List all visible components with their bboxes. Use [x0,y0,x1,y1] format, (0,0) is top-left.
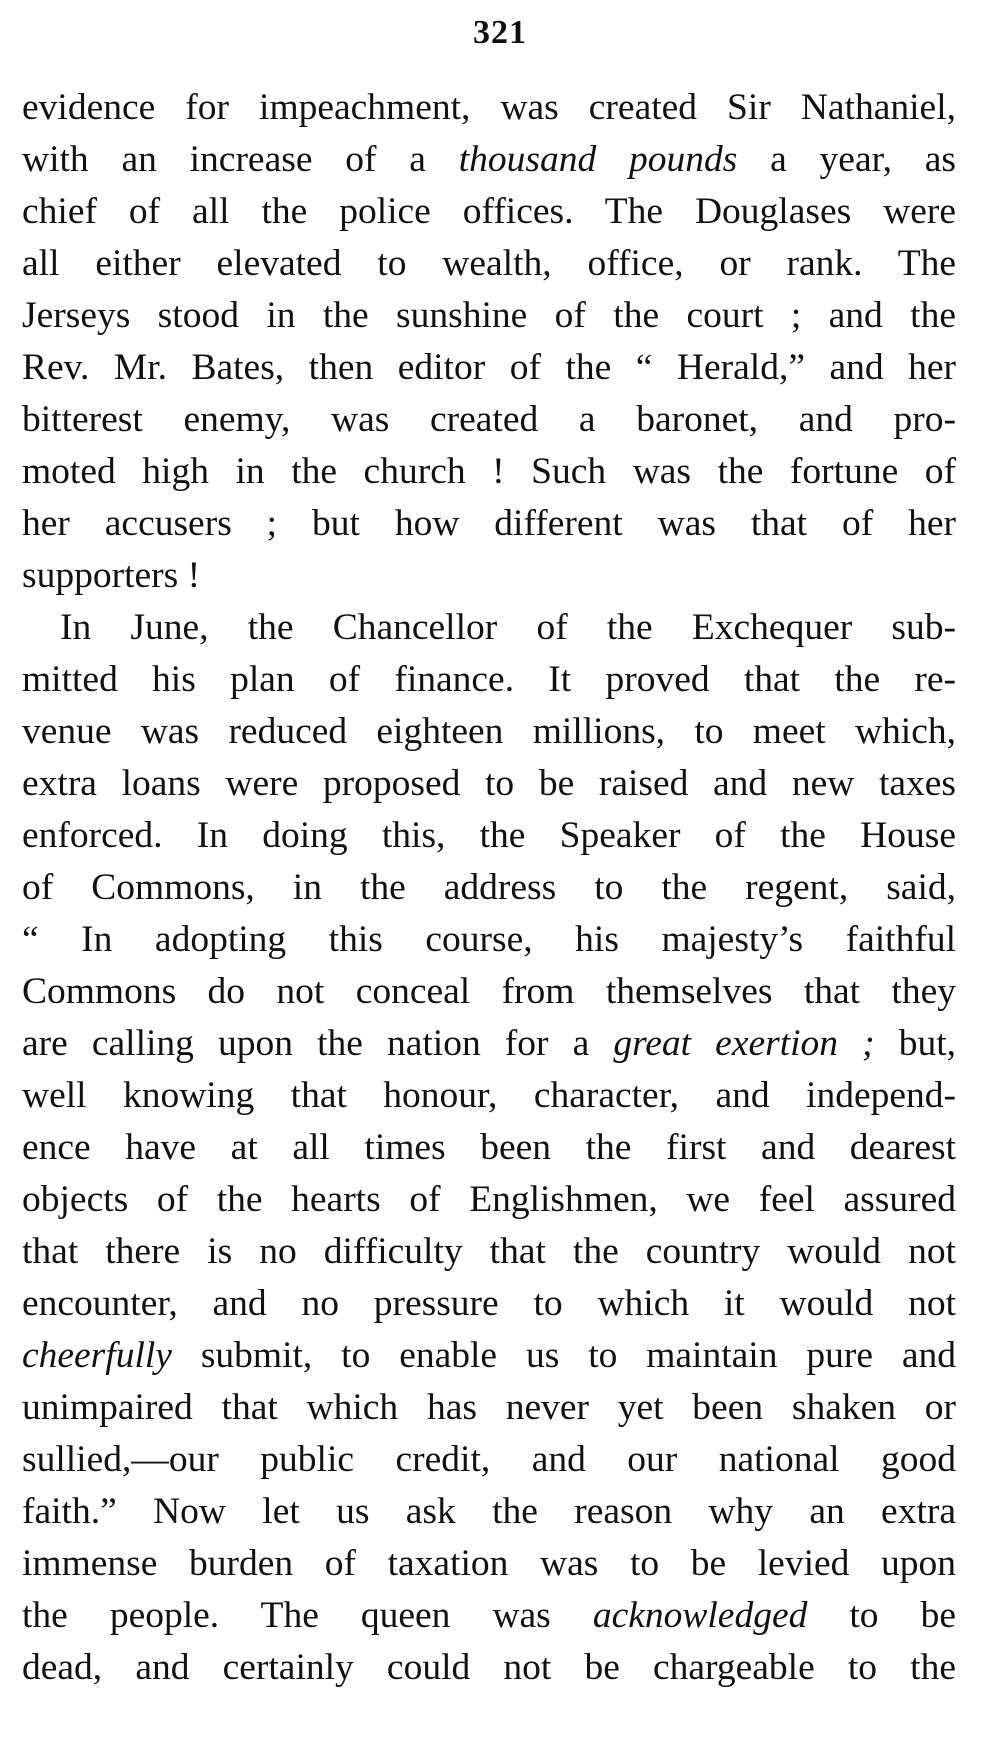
text-line [22,1590,956,1642]
text-span: immense burden of taxation was to be levied upon [22,1543,956,1584]
page-number: 321 [473,14,527,51]
text-line [22,446,956,498]
text-span: mitted his plan of finance. It proved that the re- [22,659,956,700]
text-span: submit, to enable us to maintain pure and [171,1335,956,1376]
text-span: extra loans were proposed to be raised and new taxes [22,763,956,804]
text-span: her accusers ; but how different was that of her [22,503,956,544]
text-span: unimpaired that which has never yet been shaken or [22,1387,956,1428]
text-line [22,1226,956,1278]
text-span: dead, and certainly could not be chargeable to the [22,1647,956,1688]
text-span: the people. The queen was [22,1595,593,1636]
text-line [22,706,956,758]
text-span: sullied,—our public credit, and our national good [22,1439,956,1480]
italic-text: thousand pounds [458,139,738,180]
text-line [22,186,956,238]
text-span: with an increase of a [22,139,459,180]
text-line [22,1642,956,1694]
text-span: faith.” Now let us ask the reason why an extra [22,1491,956,1532]
italic-text: acknowledged [592,1595,808,1636]
body-text [22,82,956,1694]
text-line [22,238,956,290]
text-span: all either elevated to wealth, office, or rank. The [22,243,956,284]
text-span: to be [807,1595,956,1636]
text-line [22,1070,956,1122]
text-line [22,342,956,394]
text-span: Jerseys stood in the sunshine of the court ; and the [22,295,956,336]
text-span: Commons do not conceal from themselves that they [22,971,956,1012]
text-span: well knowing that honour, character, and independ- [22,1075,956,1116]
text-span: chief of all the police offices. The Douglases were [22,191,956,232]
text-line [22,1382,956,1434]
text-span: objects of the hearts of Englishmen, we feel assured [22,1179,956,1220]
text-line [22,550,956,602]
text-span: supporters ! [22,555,201,596]
text-line [22,1330,956,1382]
text-line [22,862,956,914]
text-span: venue was reduced eighteen millions, to meet which, [22,711,956,752]
text-line [22,1486,956,1538]
text-span: of Commons, in the address to the regent, said, [22,867,956,908]
text-line [22,82,956,134]
text-span: are calling upon the nation for a [22,1023,614,1064]
text-line [22,290,956,342]
text-line [22,1538,956,1590]
text-span: encounter, and no pressure to which it would not [22,1283,956,1324]
italic-text: cheerfully [22,1335,172,1376]
text-line [22,1174,956,1226]
italic-text: great exertion ; [613,1023,875,1064]
text-line [22,914,956,966]
text-line [22,1434,956,1486]
text-span: evidence for impeachment, was created Sir Nathaniel, [22,87,956,128]
text-line [22,654,956,706]
text-line [22,810,956,862]
text-span: “ In adopting this course, his majesty’s faithful [22,919,956,960]
text-span: In June, the Chancellor of the Exchequer sub- [60,607,956,648]
text-line [22,1018,956,1070]
text-line [22,758,956,810]
text-span: enforced. In doing this, the Speaker of the House [22,815,956,856]
text-span: a year, as [737,139,956,180]
text-span: but, [874,1023,957,1064]
text-span: moted high in the church ! Such was the fortune of [22,451,956,492]
text-line [22,1122,956,1174]
text-line [22,1278,956,1330]
text-span: Rev. Mr. Bates, then editor of the “ Herald,” and her [22,347,956,388]
text-line [22,966,956,1018]
text-line [22,394,956,446]
text-line [22,134,956,186]
text-line [22,498,956,550]
text-line [22,602,956,654]
text-span: that there is no difficulty that the country would not [22,1231,956,1272]
text-span: bitterest enemy, was created a baronet, and pro- [22,399,956,440]
text-span: ence have at all times been the first and dearest [22,1127,956,1168]
